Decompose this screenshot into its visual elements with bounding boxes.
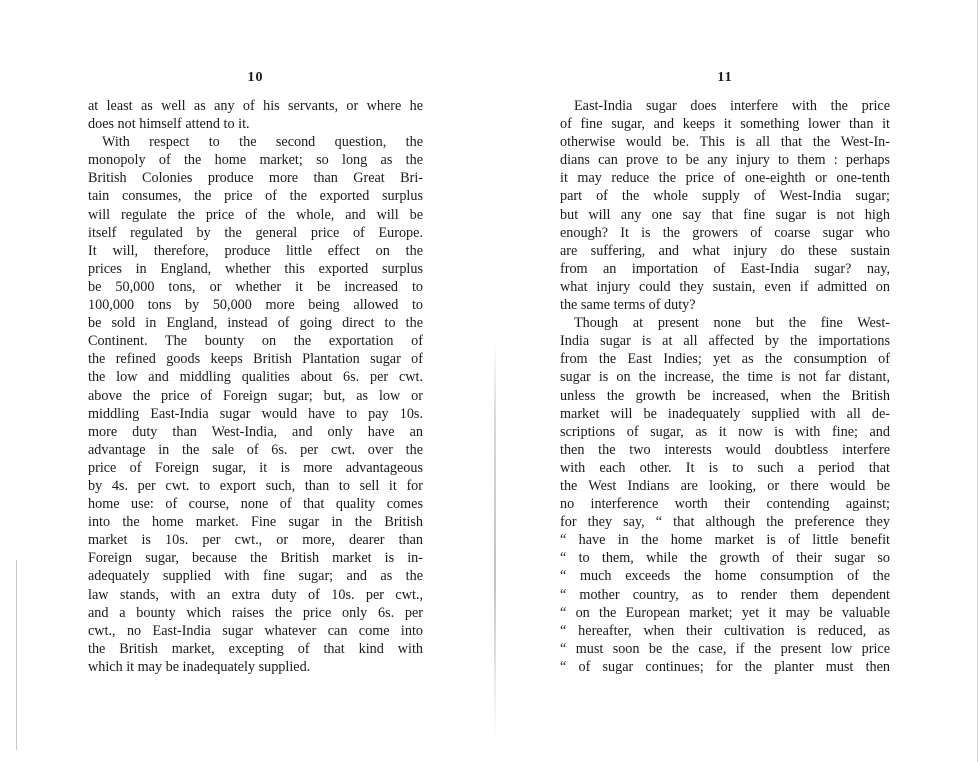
text-line: above the price of Foreign sugar; but, as low or <box>88 387 423 404</box>
text-line: but will any one say that fine sugar is not high <box>560 206 890 223</box>
text-line: enough? It is the growers of coarse sugar who <box>560 224 890 241</box>
text-line: into the home market. Fine sugar in the British <box>88 514 423 531</box>
text-line: “ to them, while the growth of their sugar so <box>560 550 890 567</box>
text-line: be sold in England, instead of going direct to the <box>88 315 423 332</box>
text-line: “ hereafter, when their cultivation is reduced, as <box>560 622 890 639</box>
text-line: tain consumes, the price of the exported surplus <box>88 188 423 205</box>
text-line: which it may be inadequately supplied. <box>88 658 311 675</box>
text-line: law stands, with an extra duty of 10s. per cwt., <box>88 586 423 603</box>
text-line: sugar is on the increase, the time is not far distant, <box>560 369 890 386</box>
text-line: at least as well as any of his servants, or where he <box>88 98 423 114</box>
text-line: unless the growth be increased, when the British <box>560 387 890 404</box>
text-line: for they say, “ that although the preference they <box>560 514 890 531</box>
text-line: does not himself attend to it. <box>88 116 250 133</box>
text-line: it may reduce the price of one-eighth or one-tenth <box>560 170 890 187</box>
text-line: monopoly of the home market; so long as the <box>88 152 423 169</box>
page-number-right: 11 <box>717 70 733 85</box>
page-edge-right <box>977 0 978 762</box>
text-line: no interference worth their contending against; <box>560 496 890 513</box>
text-line: adequately supplied with fine sugar; and as the <box>88 568 423 585</box>
page-number-left: 10 <box>247 70 264 85</box>
text-line: dians can prove to be any injury to them : perhaps <box>560 152 890 169</box>
text-line: the British market, excepting of that kind with <box>88 640 423 657</box>
text-line: “ mother country, as to render them dependent <box>560 586 890 603</box>
text-line: from the East Indies; yet as the consumption of <box>560 351 890 368</box>
text-line: It will, therefore, produce little effect on the <box>88 242 423 259</box>
text-line: and a bounty which raises the price only 6s. per <box>88 604 423 621</box>
text-line: more duty than West-India, and only have an <box>88 423 423 440</box>
right-page-text <box>560 97 890 676</box>
text-line: be 50,000 tons, or whether it be increased to <box>88 278 423 295</box>
text-line: the low and middling qualities about 6s. per cwt. <box>88 369 423 386</box>
text-line: from an importation of East-India sugar? nay, <box>560 260 890 277</box>
text-line: “ must soon be the case, if the present low price <box>560 640 890 657</box>
text-line: Foreign sugar, because the British market is in- <box>88 550 423 567</box>
text-line: advantage in the sale of 6s. per cwt. over the <box>88 441 423 458</box>
text-line: “ on the European market; yet it may be valuable <box>560 604 890 621</box>
text-line: of fine sugar, and keeps it something lower than it <box>560 116 890 133</box>
page-edge-left <box>16 560 17 750</box>
text-line: 100,000 tons by 50,000 more being allowed to <box>88 297 423 314</box>
text-line: price of Foreign sugar, it is more advantageous <box>88 459 423 476</box>
text-line: with each other. It is to such a period that <box>560 459 890 476</box>
text-line: East-India sugar does interfere with the price <box>574 98 890 114</box>
text-line: “ have in the home market is of little benefit <box>560 532 890 549</box>
book-gutter <box>494 340 496 740</box>
text-line: “ much exceeds the home consumption of the <box>560 568 890 585</box>
text-line: what injury could they sustain, even if admitted on <box>560 278 890 295</box>
text-line: itself regulated by the general price of Europe. <box>88 224 423 241</box>
text-line: the same terms of duty? <box>560 297 696 314</box>
text-line: India sugar is at all affected by the importations <box>560 333 890 350</box>
text-line: With respect to the second question, the <box>102 134 423 151</box>
text-line: Though at present none but the fine West- <box>574 315 890 332</box>
text-line: “ of sugar continues; for the planter must then <box>560 658 890 675</box>
text-line: middling East-India sugar would have to pay 10s. <box>88 405 423 422</box>
left-page-text <box>88 97 423 676</box>
text-line: will regulate the price of the whole, and will be <box>88 206 423 223</box>
text-line: the refined goods keeps British Plantation sugar of <box>88 351 423 368</box>
text-line: otherwise would be. This is all that the West-In- <box>560 134 890 151</box>
text-line: by 4s. per cwt. to export such, than to sell it for <box>88 477 423 494</box>
text-line: British Colonies produce more than Great Bri- <box>88 170 423 187</box>
text-line: then the two interests would doubtless interfere <box>560 441 890 458</box>
text-line: are suffering, and what injury do these sustain <box>560 242 890 259</box>
text-line: market is 10s. per cwt., or more, dearer than <box>88 532 423 549</box>
text-line: home use: of course, none of that quality comes <box>88 496 423 513</box>
text-line: market will be inadequately supplied with all de- <box>560 405 890 422</box>
text-line: cwt., no East-India sugar whatever can come into <box>88 622 423 639</box>
text-line: Continent. The bounty on the exportation of <box>88 333 423 350</box>
text-line: prices in England, whether this exported surplus <box>88 260 423 277</box>
text-line: part of the whole supply of West-India sugar; <box>560 188 890 205</box>
text-line: scriptions of sugar, as it now is with fine; and <box>560 423 890 440</box>
text-line: the West Indians are looking, or there would be <box>560 477 890 494</box>
